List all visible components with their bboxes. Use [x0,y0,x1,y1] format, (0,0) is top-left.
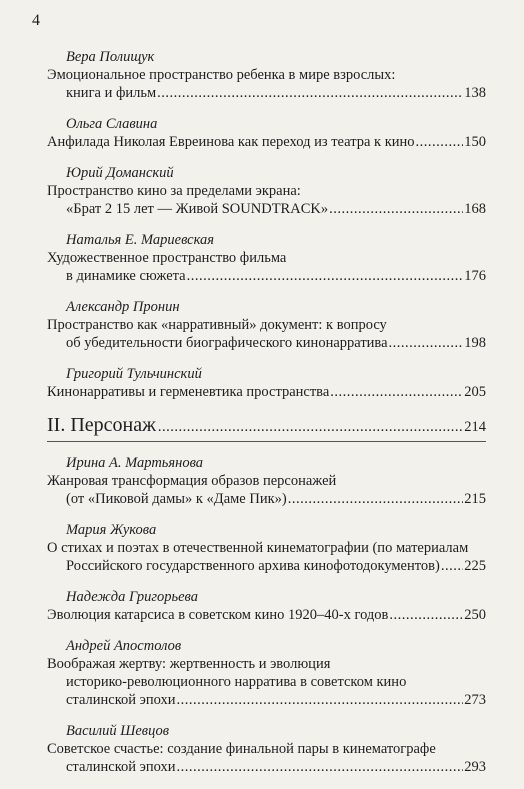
entry-author: Наталья Е. Мариевская [66,232,215,248]
entry-title-text: «Брат 2 15 лет — Живой SOUNDTRACK» [66,201,329,217]
entry-title-line: О стихах и поэтах в отечественной кинематографии (по материалам [47,540,469,556]
entry-title-line: Советское счастье: создание финальной пары в кинематографе [47,741,436,757]
entry-author: Андрей Апостолов [66,638,182,654]
dot-leader [288,490,464,508]
entry-page: 150 [464,134,486,150]
toc-part-1 [47,48,486,401]
toc-entry[interactable] [47,48,486,102]
entry-title-text: сталинской эпохи [66,692,176,708]
entry-title-line [47,334,486,352]
entry-page: 138 [464,85,486,101]
toc-entry[interactable] [47,115,486,151]
toc-entry[interactable] [47,722,486,776]
entry-title-line [47,200,486,218]
toc-entry[interactable] [47,231,486,285]
entry-title-line: Художественное пространство фильма [47,250,287,266]
entry-title-text: в динамике сюжета [66,268,186,284]
entry-page: 205 [464,384,486,400]
entry-page: 225 [464,558,486,574]
dot-leader [416,133,464,151]
toc-entry[interactable] [47,164,486,218]
entry-page: 198 [464,335,486,351]
table-of-contents [47,48,486,789]
entry-title-line: Пространство как «нарративный» документ: к вопросу [47,317,387,333]
entry-title-text: (от «Пиковой дамы» к «Даме Пик») [66,491,287,507]
toc-entry[interactable] [47,298,486,352]
entry-title-text: Эволюция катарсиса в советском кино 1920–40-х годов [47,607,389,623]
entry-page: 250 [464,607,486,623]
dot-leader [389,334,464,352]
toc-entry[interactable] [47,588,486,624]
entry-title-text: об убедительности биографического кинонарратива [66,335,388,351]
entry-title-line [47,557,486,575]
dot-leader [389,606,463,624]
dot-leader [330,383,463,401]
entry-title-text: Анфилада Николая Евреинова как переход из театра к кино [47,134,415,150]
page-number: 4 [32,12,40,29]
toc-entry[interactable] [47,454,486,508]
entry-page: 293 [464,759,486,775]
entry-author: Юрий Доманский [66,165,174,181]
entry-author: Александр Пронин [66,299,180,315]
entry-title-line [47,267,486,285]
section-page: 214 [464,419,486,435]
dot-leader [187,267,464,285]
entry-page: 273 [464,692,486,708]
entry-title-line: Воображая жертву: жертвенность и эволюция [47,656,331,672]
entry-title-text: книга и фильм [66,85,157,101]
entry-title-line: историко-революционного нарратива в советском кино [66,674,407,690]
entry-author: Надежда Григорьева [66,589,198,605]
entry-author: Василий Шевцов [66,723,170,739]
toc-entry[interactable] [47,521,486,575]
entry-title-text: сталинской эпохи [66,759,176,775]
entry-title-text: Российского государственного архива кинофотодокументов) [66,558,440,574]
entry-title-line [47,691,486,709]
dot-leader [157,84,463,102]
entry-author: Мария Жукова [66,522,157,538]
entry-title-line [47,133,486,151]
entry-page: 176 [464,268,486,284]
dot-leader [329,200,463,218]
toc-part-2 [47,454,486,776]
section-title: II. Персонаж [47,414,156,436]
dot-leader [441,557,463,575]
entry-title-line: Пространство кино за пределами экрана: [47,183,301,199]
entry-author: Григорий Тульчинский [66,366,202,382]
toc-entry[interactable] [47,637,486,709]
entry-title-line: Эмоциональное пространство ребенка в мире взрослых: [47,67,396,83]
entry-title-text: Кинонарративы и герменевтика пространства [47,384,330,400]
dot-leader [158,419,462,436]
entry-title-line: Жанровая трансформация образов персонажей [47,473,337,489]
entry-title-line [47,383,486,401]
toc-entry[interactable] [47,365,486,401]
entry-author: Ольга Славина [66,116,158,132]
dot-leader [177,691,464,709]
entry-author: Ирина А. Мартьянова [66,455,204,471]
entry-title-line [47,490,486,508]
entry-title-line [47,84,486,102]
section-heading[interactable] [47,414,486,442]
entry-author: Вера Полищук [66,49,155,65]
entry-page: 215 [464,491,486,507]
entry-title-line [47,606,486,624]
entry-page: 168 [464,201,486,217]
